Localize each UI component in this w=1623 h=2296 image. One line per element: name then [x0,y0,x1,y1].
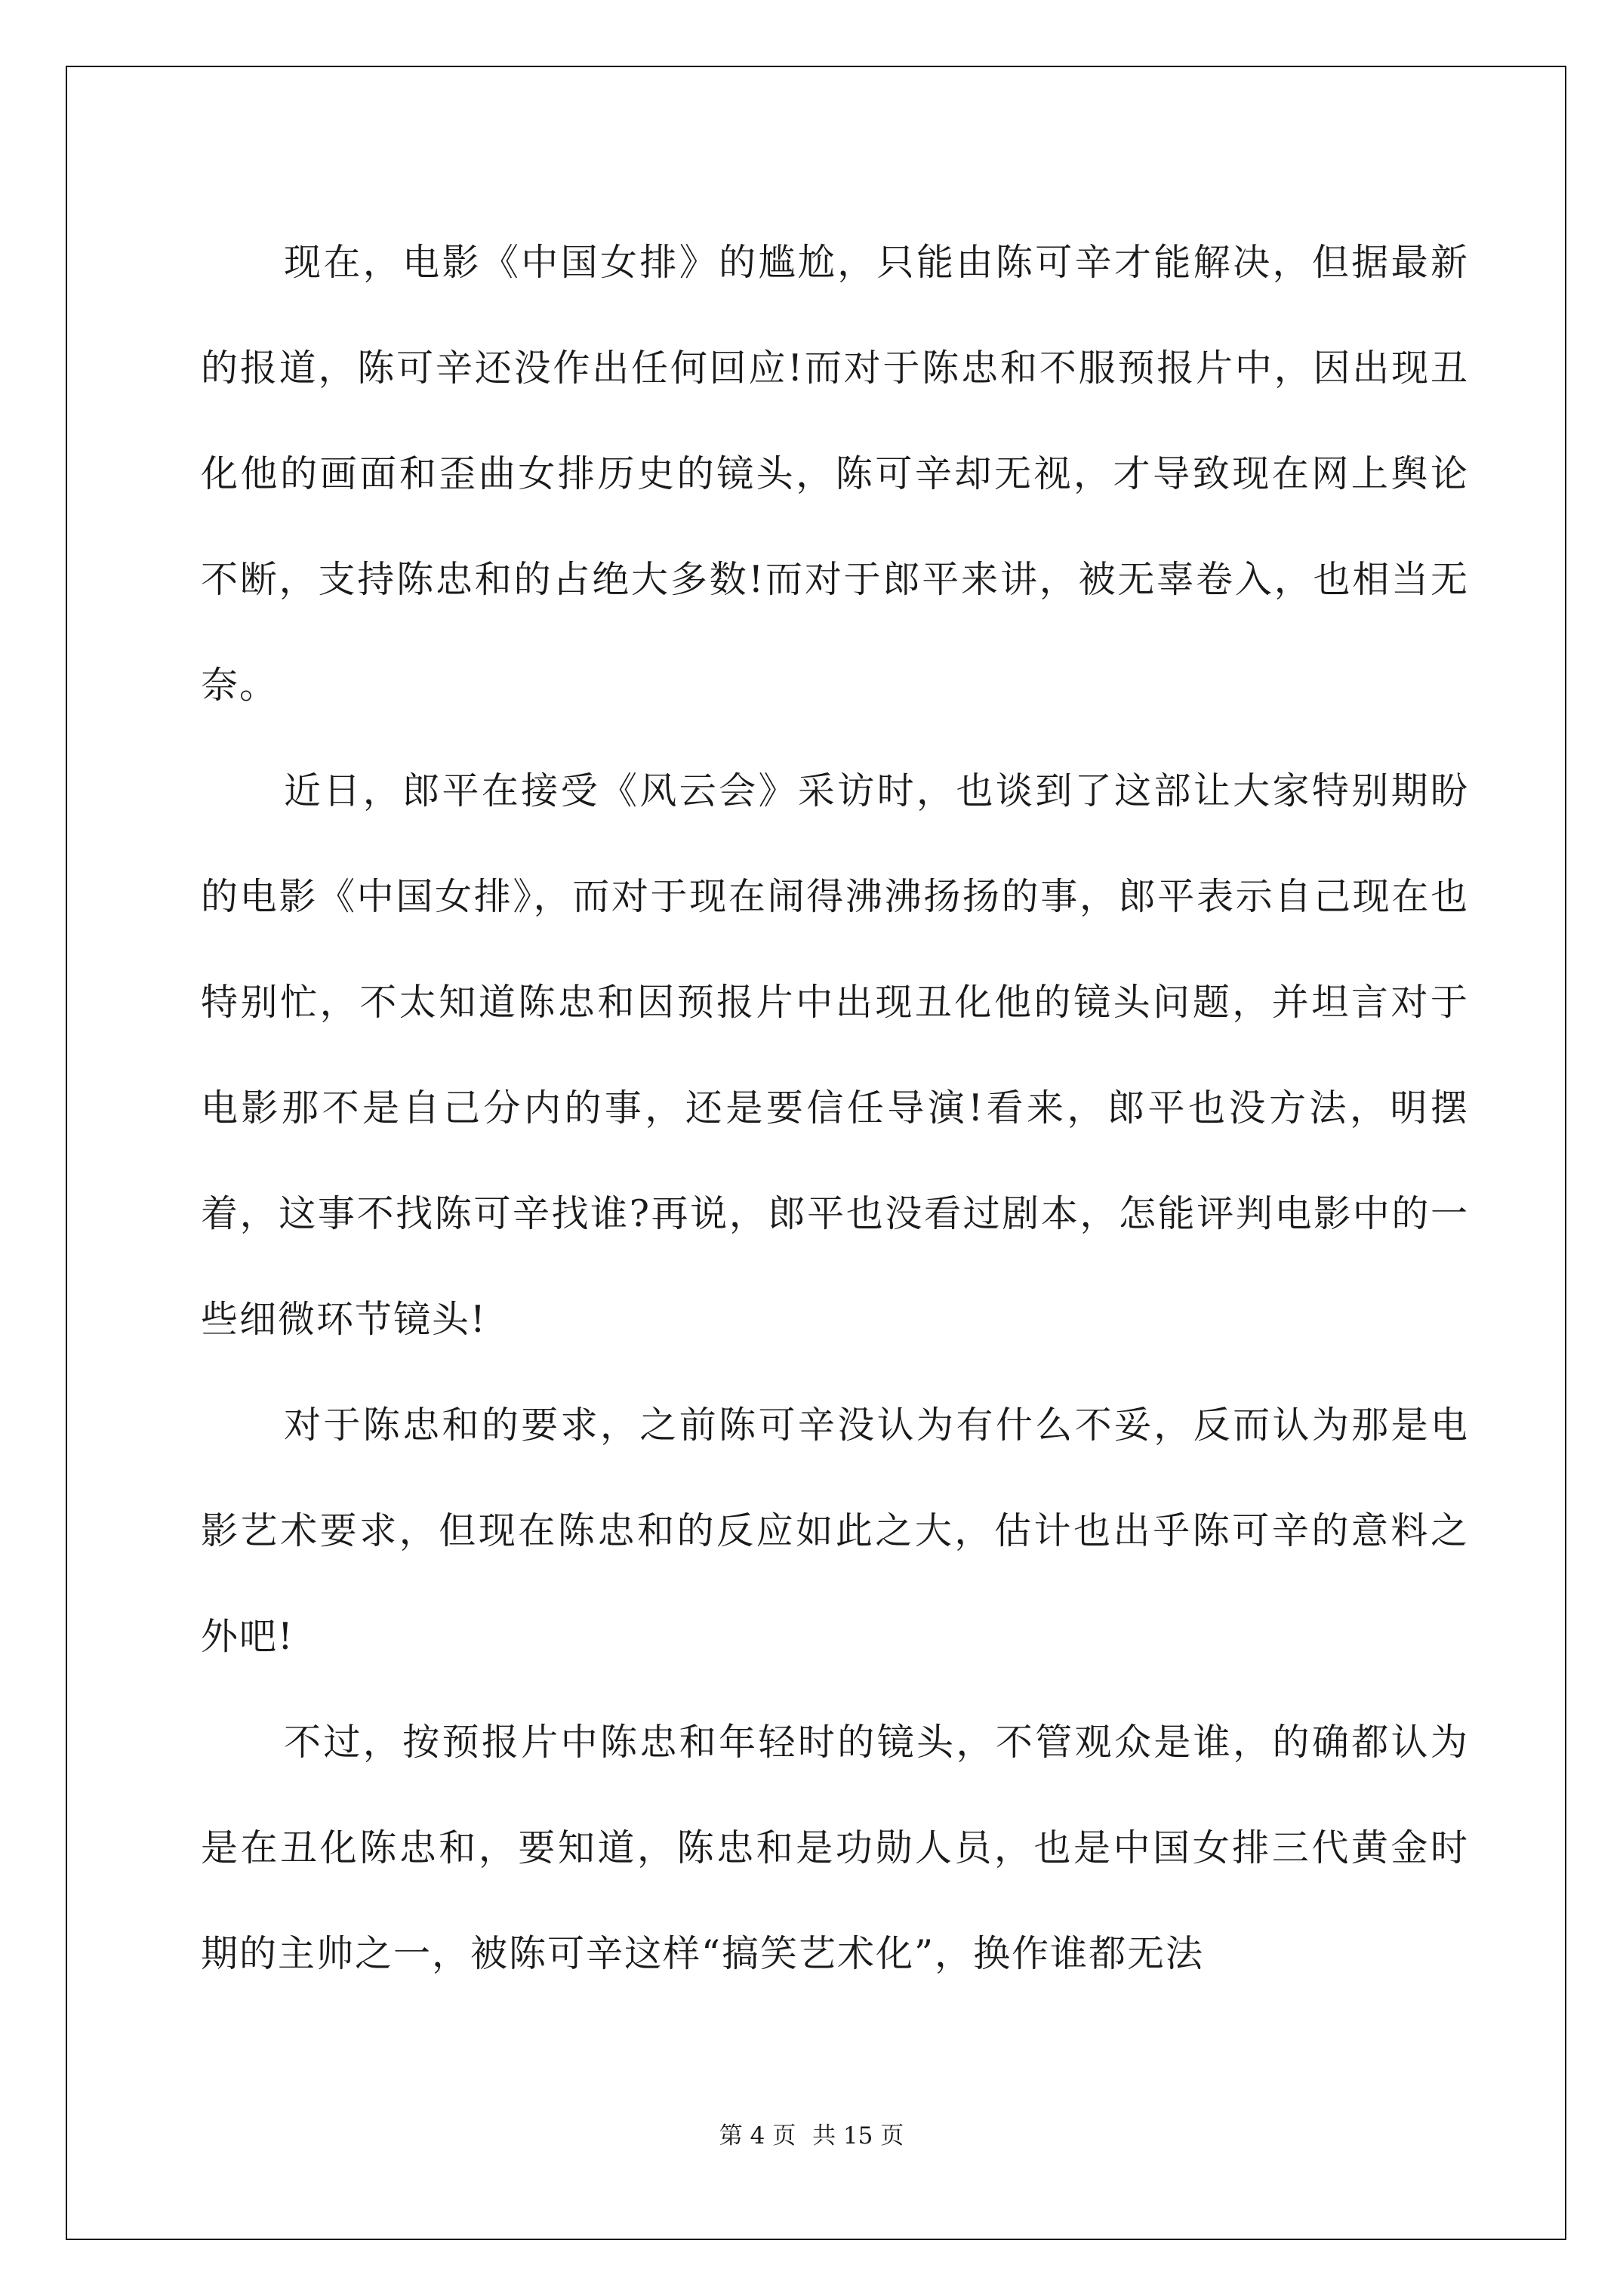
page-footer [0,2116,1623,2150]
paragraph: 不过，按预报片中陈忠和年轻时的镜头，不管观众是谁，的确都认为是在丑化陈忠和，要知道，陈忠和是功勋人员，也是中国女排三代黄金时期的主帅之一，被陈可辛这样“搞笑艺术化”，换作谁都无法 [201,1721,1469,1975]
page-total: 共 15 页 [812,2122,904,2150]
document-body [201,210,1469,2007]
page-number: 第 4 页 [719,2122,796,2150]
paragraph: 对于陈忠和的要求，之前陈可辛没认为有什么不妥，反而认为那是电影艺术要求，但现在陈忠和的反应如此之大，估计也出乎陈可辛的意料之外吧! [201,1404,1469,1658]
paragraph: 近日，郎平在接受《风云会》采访时，也谈到了这部让大家特别期盼的电影《中国女排》，而对于现在闹得沸沸扬扬的事，郎平表示自己现在也特别忙，不太知道陈忠和因预报片中出现丑化他的镜头问题，并坦言对于电影那不是自己分内的事，还是要信任导演!看来，郎平也没方法，明摆着，这事不找陈可辛找谁?再说，郎平也没看过剧本，怎能评判电影中的一些细微环节镜头! [201,769,1469,1341]
paragraph: 现在，电影《中国女排》的尴尬，只能由陈可辛才能解决，但据最新的报道，陈可辛还没作出任何回应!而对于陈忠和不服预报片中，因出现丑化他的画面和歪曲女排历史的镜头，陈可辛却无视，才导致现在网上舆论不断，支持陈忠和的占绝大多数!而对于郎平来讲，被无辜卷入，也相当无奈。 [201,241,1469,707]
